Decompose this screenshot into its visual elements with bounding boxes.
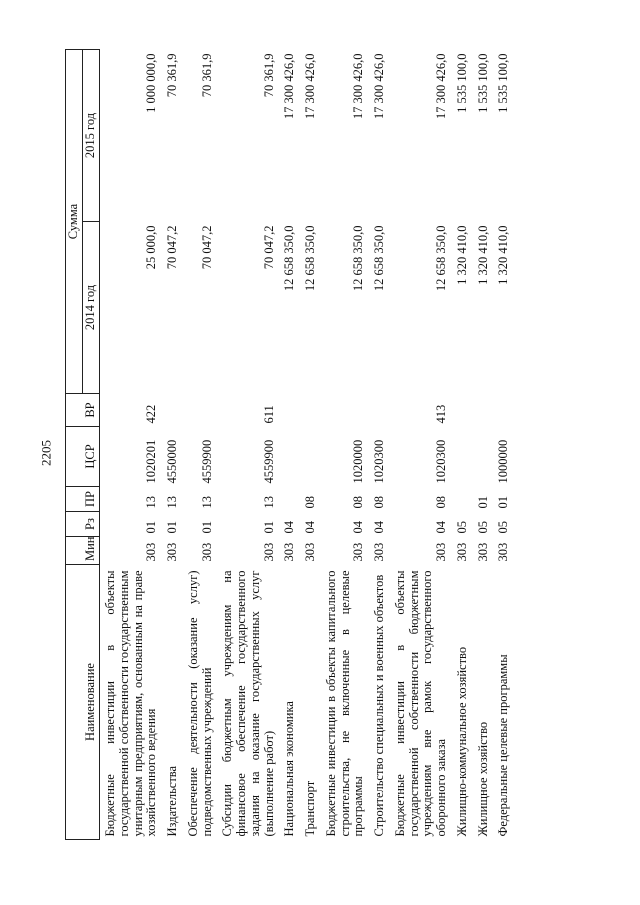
cell-vr bbox=[473, 394, 494, 427]
cell-name: Субсидии бюджетным учреждениям на финансовое обеспечение государственного задания на оказание государственных услуг (выполнение работ) bbox=[220, 570, 276, 837]
cell-name: Жилищно-коммунальное хозяйство bbox=[454, 646, 469, 837]
cell-rz: 04 bbox=[303, 521, 317, 534]
cell-csr bbox=[452, 427, 473, 487]
cell-vr bbox=[321, 394, 369, 427]
cell-csr bbox=[279, 427, 300, 487]
cell-vr bbox=[183, 394, 218, 427]
cell-y2014: 70 047,2 bbox=[165, 225, 179, 270]
header-sum: Сумма bbox=[66, 50, 83, 394]
cell-vr: 413 bbox=[434, 404, 448, 424]
cell-y2014: 12 658 350,0 bbox=[434, 225, 448, 292]
cell-y2014: 12 658 350,0 bbox=[351, 225, 366, 292]
table-row bbox=[300, 50, 321, 840]
table-row bbox=[162, 50, 183, 840]
cell-min: 303 bbox=[144, 542, 159, 562]
cell-vr bbox=[493, 394, 514, 427]
cell-min: 303 bbox=[282, 542, 297, 562]
table-row bbox=[217, 50, 279, 840]
cell-min: 303 bbox=[261, 542, 276, 562]
cell-rz: 01 bbox=[261, 521, 276, 534]
cell-vr bbox=[452, 394, 473, 427]
cell-rz: 04 bbox=[434, 521, 448, 534]
cell-min: 303 bbox=[434, 542, 448, 562]
cell-csr bbox=[300, 427, 321, 487]
header-vr: ВР bbox=[66, 394, 100, 427]
header-rz: Рз bbox=[66, 512, 100, 537]
header-pr: ПР bbox=[66, 487, 100, 512]
cell-y2015: 1 535 100,0 bbox=[454, 53, 469, 113]
cell-pr: 08 bbox=[351, 496, 366, 509]
cell-y2015: 17 300 426,0 bbox=[434, 53, 448, 120]
cell-pr: 13 bbox=[144, 496, 159, 509]
budget-table bbox=[65, 49, 514, 840]
cell-name: Издательства bbox=[165, 765, 179, 837]
cell-rz: 05 bbox=[475, 521, 490, 534]
cell-y2015: 1 000 000,0 bbox=[144, 53, 159, 113]
table-row bbox=[100, 50, 163, 840]
cell-y2015: 17 300 426,0 bbox=[303, 53, 317, 120]
cell-csr: 1000000 bbox=[496, 439, 511, 484]
cell-rz: 04 bbox=[351, 521, 366, 534]
cell-y2014: 12 658 350,0 bbox=[282, 225, 297, 292]
cell-y2014: 1 320 410,0 bbox=[475, 225, 490, 285]
table-row bbox=[473, 50, 494, 840]
table-body bbox=[100, 50, 515, 840]
table-row bbox=[390, 50, 452, 840]
cell-vr bbox=[162, 394, 183, 427]
cell-rz: 01 bbox=[144, 521, 159, 534]
cell-pr bbox=[452, 487, 473, 512]
cell-rz: 05 bbox=[496, 521, 511, 534]
cell-csr: 4559900 bbox=[261, 439, 276, 484]
cell-pr: 13 bbox=[165, 496, 179, 509]
cell-min: 303 bbox=[303, 542, 317, 562]
cell-name: Бюджетные инвестиции в объекты капитального строительства, не включенные в целевые программы bbox=[323, 570, 366, 837]
cell-rz: 01 bbox=[199, 521, 214, 534]
cell-csr bbox=[473, 427, 494, 487]
table-row bbox=[183, 50, 218, 840]
cell-y2014: 1 320 410,0 bbox=[496, 225, 511, 285]
cell-csr: 4550000 bbox=[165, 439, 179, 484]
cell-pr: 13 bbox=[199, 496, 214, 509]
header-2015: 2015 год bbox=[83, 50, 100, 222]
cell-y2015: 17 300 426,0 bbox=[351, 53, 366, 120]
header-min: Мин bbox=[66, 537, 100, 565]
cell-rz: 01 bbox=[165, 521, 179, 534]
cell-pr bbox=[279, 487, 300, 512]
table-row bbox=[369, 50, 390, 840]
cell-y2014: 1 320 410,0 bbox=[454, 225, 469, 285]
cell-name: Транспорт bbox=[303, 780, 317, 837]
rotated-page bbox=[65, 50, 545, 840]
cell-name: Строительство специальных и военных объектов bbox=[372, 574, 386, 837]
cell-y2014: 12 658 350,0 bbox=[303, 225, 317, 292]
cell-y2015: 1 535 100,0 bbox=[475, 53, 490, 113]
cell-csr: 1020201 bbox=[144, 439, 159, 484]
cell-name: Бюджетные инвестиции в объекты государственной собственности государственным унитарным предприятиям, основанным на праве хозяйственного ведения bbox=[103, 570, 159, 837]
cell-y2015: 70 361,9 bbox=[199, 53, 214, 98]
cell-csr: 1020300 bbox=[434, 439, 448, 484]
table-row bbox=[493, 50, 514, 840]
cell-min: 303 bbox=[475, 542, 490, 562]
cell-y2015: 70 361,9 bbox=[261, 53, 276, 98]
cell-rz: 04 bbox=[282, 521, 297, 534]
cell-min: 303 bbox=[372, 542, 386, 562]
cell-vr bbox=[279, 394, 300, 427]
cell-csr: 1020000 bbox=[351, 439, 366, 484]
cell-name: Федеральные целевые программы bbox=[496, 654, 511, 837]
table-row bbox=[452, 50, 473, 840]
cell-min: 303 bbox=[496, 542, 511, 562]
cell-vr bbox=[369, 394, 390, 427]
cell-y2014: 12 658 350,0 bbox=[372, 225, 386, 292]
cell-pr: 01 bbox=[475, 496, 490, 509]
cell-name: Обеспечение деятельности (оказание услуг) подведомственных учреждений bbox=[185, 570, 214, 837]
cell-name: Национальная экономика bbox=[282, 701, 297, 837]
header-csr: ЦСР bbox=[66, 427, 100, 487]
cell-pr: 08 bbox=[434, 496, 448, 509]
cell-rz: 04 bbox=[372, 521, 386, 534]
cell-min: 303 bbox=[165, 542, 179, 562]
cell-pr: 13 bbox=[261, 496, 276, 509]
header-2014: 2014 год bbox=[83, 222, 100, 394]
cell-min: 303 bbox=[454, 542, 469, 562]
page-number: 2205 bbox=[38, 440, 54, 466]
cell-y2015: 17 300 426,0 bbox=[372, 53, 386, 120]
cell-name: Бюджетные инвестиции в объекты государственной собственности бюджетным учреждениям вне рамок государственного оборонного заказа bbox=[392, 570, 448, 837]
cell-vr: 422 bbox=[144, 404, 159, 424]
cell-y2015: 1 535 100,0 bbox=[496, 53, 511, 113]
cell-y2015: 70 361,9 bbox=[165, 53, 179, 98]
cell-pr: 08 bbox=[372, 496, 386, 509]
cell-min: 303 bbox=[351, 542, 366, 562]
cell-y2014: 25 000,0 bbox=[144, 225, 159, 270]
header-name: Наименование bbox=[66, 565, 100, 840]
cell-y2014: 70 047,2 bbox=[199, 225, 214, 270]
cell-min: 303 bbox=[199, 542, 214, 562]
cell-vr bbox=[300, 394, 321, 427]
table-row bbox=[279, 50, 300, 840]
cell-csr: 1020300 bbox=[372, 439, 386, 484]
cell-rz: 05 bbox=[454, 521, 469, 534]
cell-vr: 611 bbox=[261, 405, 276, 424]
cell-csr: 4559900 bbox=[199, 439, 214, 484]
cell-pr: 08 bbox=[303, 496, 317, 509]
cell-name: Жилищное хозяйство bbox=[475, 721, 490, 837]
cell-y2014: 70 047,2 bbox=[261, 225, 276, 270]
table-row bbox=[321, 50, 369, 840]
cell-y2015: 17 300 426,0 bbox=[282, 53, 297, 120]
cell-pr: 01 bbox=[496, 496, 511, 509]
